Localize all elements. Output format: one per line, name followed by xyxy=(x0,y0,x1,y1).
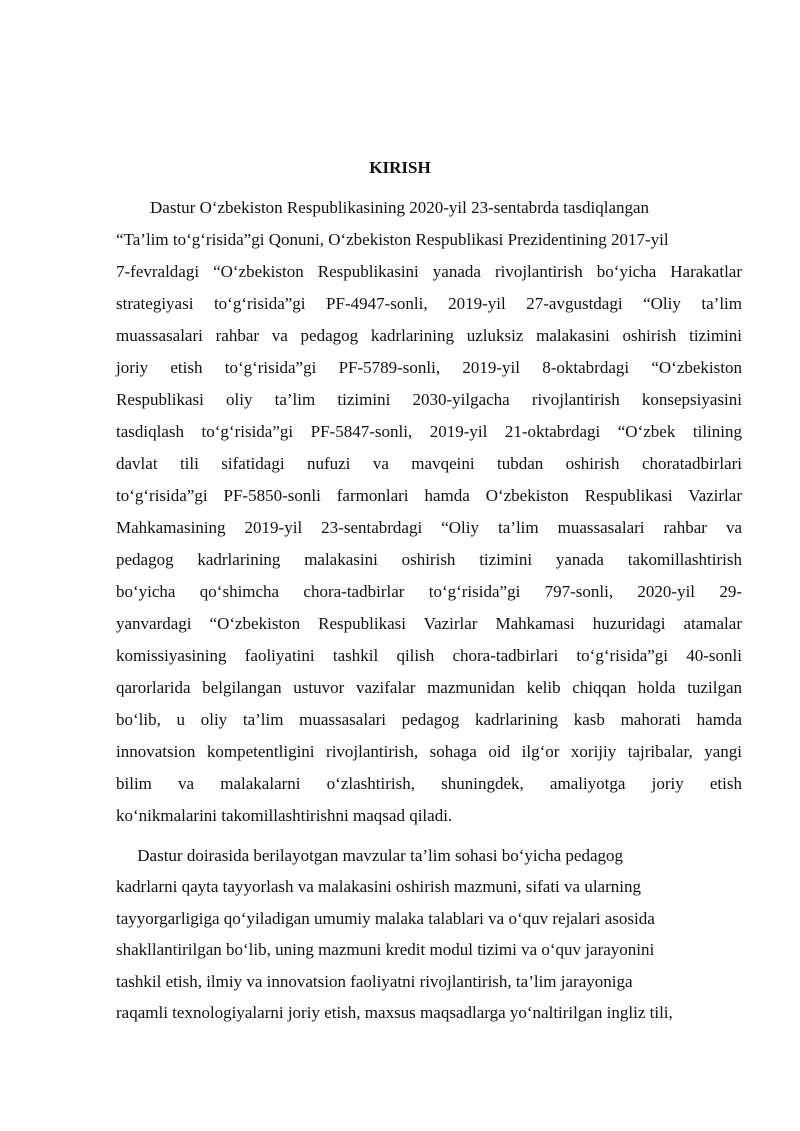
text-line: pedagog kadrlarining malakasini oshirish tizimini yanada takomillashtirish xyxy=(116,550,742,569)
text-line: raqamli texnologiyalarni joriy etish, maxsus maqsadlarga yo‘naltirilgan ingliz tili, xyxy=(116,1002,673,1022)
text-line: tayyorgarligiga qo‘yiladigan umumiy malaka talablari va o‘quv rejalari asosida xyxy=(116,908,655,928)
text-line: tashkil etish, ilmiy va innovatsion faoliyatni rivojlantirish, ta’lim jarayoniga xyxy=(116,971,633,991)
text-line: bo‘yicha qo‘shimcha chora-tadbirlar to‘g‘risida”gi 797-sonli, 2020-yil 29- xyxy=(116,582,742,601)
paragraph-program-topics xyxy=(116,845,742,1033)
text-line: “Ta’lim to‘g‘risida”gi Qonuni, O‘zbekiston Respublikasi Prezidentining 2017-yil xyxy=(116,230,669,249)
text-line: qarorlarida belgilangan ustuvor vazifalar mazmunidan kelib chiqqan holda tuzilgan xyxy=(116,678,742,697)
text-line: bo‘lib, u oliy ta’lim muassasalari pedagog kadrlarining kasb mahorati hamda xyxy=(116,710,742,729)
page-title: KIRISH xyxy=(369,158,431,177)
text-line: shakllantirilgan bo‘lib, uning mazmuni kredit modul tizimi va o‘quv jarayonini xyxy=(116,940,655,960)
text-line: 7-fevraldagi “O‘zbekiston Respublikasini yanada rivojlantirish bo‘yicha Harakatlar xyxy=(116,262,742,281)
text-line: tasdiqlash to‘g‘risida”gi PF-5847-sonli, 2019-yil 21-oktabrdagi “O‘zbek tilining xyxy=(116,422,742,441)
text-line: Dastur O‘zbekiston Respublikasining 2020-yil 23-sentabrda tasdiqlangan xyxy=(116,198,650,217)
text-line: innovatsion kompetentligini rivojlantirish, sohaga oid ilg‘or xorijiy tajribalar, yangi xyxy=(116,742,742,761)
text-line: ko‘nikmalarini takomillashtirishni maqsad qiladi. xyxy=(116,806,453,825)
text-line: to‘g‘risida”gi PF-5850-sonli farmonlari hamda O‘zbekiston Respublikasi Vazirlar xyxy=(116,486,742,505)
text-line: bilim va malakalarni o‘zlashtirish, shuningdek, amaliyotga joriy etish xyxy=(116,774,742,793)
text-line: strategiyasi to‘g‘risida”gi PF-4947-sonli, 2019-yil 27-avgustdagi “Oliy ta’lim xyxy=(116,294,742,313)
text-line: davlat tili sifatidagi nufuzi va mavqeini tubdan oshirish choratadbirlari xyxy=(116,454,742,473)
text-line: joriy etish to‘g‘risida”gi PF-5789-sonli, 2019-yil 8-oktabrdagi “O‘zbekiston xyxy=(116,358,742,377)
text-line: Dastur doirasida berilayotgan mavzular ta’lim sohasi bo‘yicha pedagog xyxy=(116,846,624,865)
text-line: muassasalari rahbar va pedagog kadrlarining uzluksiz malakasini oshirish tizimini xyxy=(116,326,742,345)
text-line: Respublikasi oliy ta’lim tizimini 2030-yilgacha rivojlantirish konsepsiyasini xyxy=(116,390,742,409)
text-line: Mahkamasining 2019-yil 23-sentabrdagi “Oliy ta’lim muassasalari rahbar va xyxy=(116,518,742,537)
text-line: komissiyasining faoliyatini tashkil qilish chora-tadbirlari to‘g‘risida”gi 40-sonli xyxy=(116,646,742,665)
text-line: yanvardagi “O‘zbekiston Respublikasi Vazirlar Mahkamasi huzuridagi atamalar xyxy=(116,614,742,633)
text-line: kadrlarni qayta tayyorlash va malakasini oshirish mazmuni, sifati va ularning xyxy=(116,877,641,897)
paragraph-intro xyxy=(116,197,742,837)
